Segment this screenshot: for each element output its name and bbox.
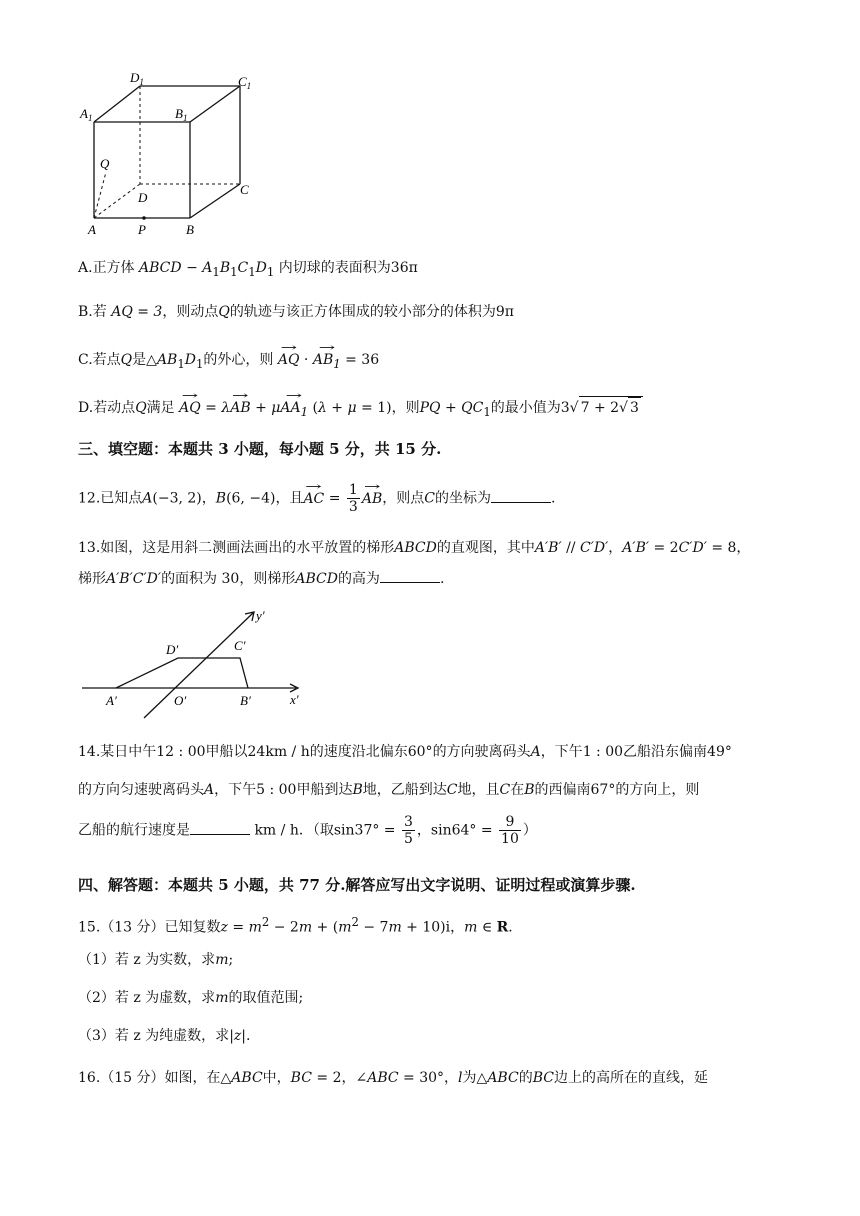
label-B-prime: B′ — [240, 693, 251, 708]
label-A: A — [88, 222, 96, 237]
label-Q: Q — [100, 156, 110, 171]
label-O-prime: O′ — [174, 693, 187, 708]
label-D1: $D_1$ — [130, 70, 144, 87]
option-a[interactable]: A.正方体 ABCD − $A_1B_1C_1D_1$ 内切球的表面积为36π — [78, 260, 418, 279]
label-D: D — [138, 190, 148, 205]
label-C: C — [240, 182, 249, 197]
question-15: 15.（13 分）已知复数$z = m^2 - 2m + (m^2 - 7m + 10)i$，m ∈ R. — [78, 915, 513, 936]
section-3-title: 三、填空题：本题共 3 小题，每小题 5 分，共 15 分. — [78, 440, 442, 458]
label-B1: $B_1$ — [175, 106, 188, 123]
option-c[interactable]: C.若点Q是$\triangle AB_1D_1$的外心，则 → AQ · → $AB_1 = 36$ — [78, 350, 379, 374]
question-14-line-3: 乙船的航行速度是 km / h．（取sin37° = $\frac{3}{5}$ ，sin64° = $\frac{9}{10}$ ） — [78, 814, 537, 847]
cube-figure — [78, 70, 278, 240]
answer-blank-12[interactable] — [491, 488, 551, 503]
answer-blank-13[interactable] — [380, 568, 440, 583]
label-x-prime: x′ — [290, 692, 299, 707]
option-b[interactable]: B.若 AQ = 3，则动点Q的轨迹与该正方体围成的较小部分的体积为9π — [78, 304, 514, 320]
option-d[interactable]: D.若动点Q满足 → AQ = λ→ AB + $\mu\to AA_1$ (λ + μ = 1)，则PQ + $QC_1$的最小值为3√ 7 + 2√ 3 — [78, 396, 643, 422]
label-y-prime: y′ — [256, 608, 265, 623]
trapezoid-figure — [78, 606, 318, 726]
label-P: P — [138, 222, 146, 237]
label-A-prime: A′ — [106, 693, 117, 708]
question-13-line-2: 梯形A′B′C′D′的面积为 30，则梯形ABCD的高为 . — [78, 568, 444, 589]
section-4-title: 四、解答题：本题共 5 小题，共 77 分.解答应写出文字说明、证明过程或演算步骤. — [78, 876, 636, 894]
label-D-prime: D′ — [166, 642, 179, 657]
question-15-part-2: （2）若 z 为虚数，求m的取值范围; — [78, 990, 304, 1006]
label-C-prime: C′ — [234, 638, 246, 653]
question-14-line-1: 14.某日中午12 : 00甲船以24km / h的速度沿北偏东60°的方向驶离码头A，下午1 : 00乙船沿东偏南49° — [78, 744, 732, 760]
question-12: 12.已知点A(−3, 2)，B(6, −4)，且→ AC = $\frac{1}{3}$ → AB，则点C的坐标为 . — [78, 482, 555, 515]
label-C1: $C_1$ — [238, 74, 252, 91]
question-15-part-3: （3）若 z 为纯虚数，求|z|. — [78, 1028, 251, 1044]
question-15-part-1: （1）若 z 为实数，求m; — [78, 952, 234, 968]
answer-blank-14[interactable] — [190, 820, 250, 835]
question-16: 16.（15 分）如图，在△ABC中，BC = 2，∠ABC = 30°，l为△ABC的BC边上的高所在的直线，延 — [78, 1070, 708, 1086]
question-13-line-1: 13.如图，这是用斜二测画法画出的水平放置的梯形ABCD的直观图，其中A′B′ // C′D′，A′B′ = 2C′D′ = 8， — [78, 540, 751, 556]
label-A1: $A_1$ — [80, 106, 93, 123]
question-14-line-2: 的方向匀速驶离码头A，下午5 : 00甲船到达B地，乙船到达C地，且C在B的西偏南67°的方向上，则 — [78, 782, 700, 798]
label-B: B — [186, 222, 194, 237]
